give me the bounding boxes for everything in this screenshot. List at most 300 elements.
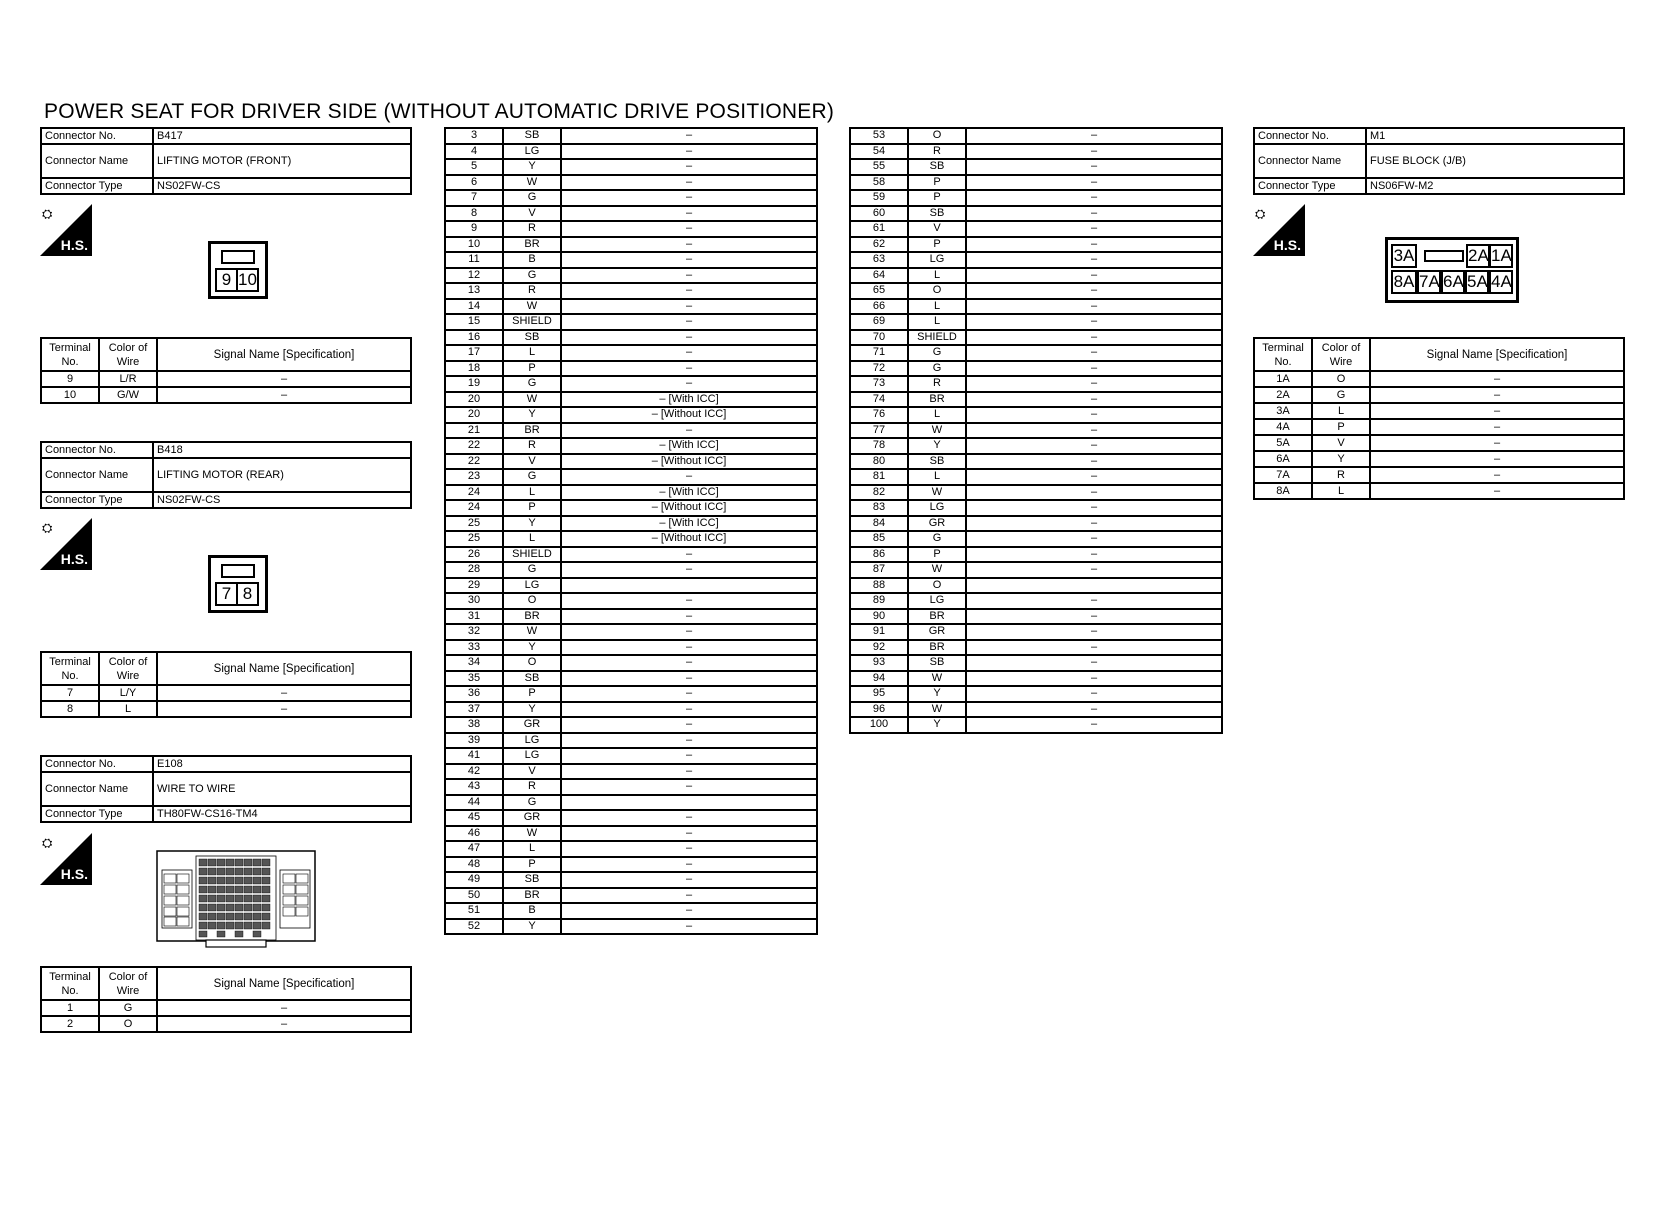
pin-label: 7A — [1417, 270, 1441, 294]
wire-color: L — [908, 469, 966, 485]
signal-name: – — [966, 252, 1222, 268]
terminal-no: 54 — [850, 144, 908, 160]
table-row — [850, 485, 1222, 501]
table-row — [445, 407, 817, 423]
table-row — [445, 562, 817, 578]
signal-name: – — [561, 686, 817, 702]
table-row — [445, 237, 817, 253]
table-row — [850, 128, 1222, 144]
wire-color: B — [503, 903, 561, 919]
terminal-no: 13 — [445, 283, 503, 299]
wire-color: BR — [908, 392, 966, 408]
e108-pin-table-col2 — [849, 127, 1223, 734]
terminal-no: 6A — [1254, 451, 1312, 467]
terminal-no: 59 — [850, 190, 908, 206]
connector-no: M1 — [1366, 128, 1624, 144]
signal-name: – — [157, 371, 411, 387]
signal-name: – — [1370, 419, 1624, 435]
wire-color: O — [908, 578, 966, 594]
terminal-no: 76 — [850, 407, 908, 423]
signal-name: – — [561, 640, 817, 656]
terminal-no: 3 — [445, 128, 503, 144]
signal-name: – — [561, 299, 817, 315]
table-row — [850, 407, 1222, 423]
table-row — [445, 190, 817, 206]
terminal-no: 77 — [850, 423, 908, 439]
terminal-no: 7A — [1254, 467, 1312, 483]
wire-color: L — [503, 485, 561, 501]
header-color-of-wire: Color of Wire — [99, 652, 157, 685]
pin-label: 2A — [1466, 244, 1490, 268]
terminal-no: 69 — [850, 314, 908, 330]
table-row — [445, 872, 817, 888]
connector-type: NS06FW-M2 — [1366, 178, 1624, 194]
table-row — [850, 469, 1222, 485]
signal-name: – — [966, 283, 1222, 299]
terminal-table-b417 — [40, 337, 412, 404]
signal-name: – — [561, 283, 817, 299]
signal-name: – — [561, 872, 817, 888]
signal-name: – — [561, 562, 817, 578]
terminal-no: 73 — [850, 376, 908, 392]
wire-color: SB — [908, 206, 966, 222]
signal-name: – — [561, 469, 817, 485]
table-row — [41, 371, 411, 387]
hs-badge — [40, 518, 92, 570]
pin-table — [849, 127, 1223, 734]
terminal-no: 20 — [445, 392, 503, 408]
signal-name: – — [966, 485, 1222, 501]
signal-name — [966, 578, 1222, 594]
terminal-no: 66 — [850, 299, 908, 315]
table-row — [445, 593, 817, 609]
page-title: POWER SEAT FOR DRIVER SIDE (WITHOUT AUTOMATIC DRIVE POSITIONER) — [44, 100, 835, 123]
terminal-no: 7 — [445, 190, 503, 206]
terminal-no: 22 — [445, 454, 503, 470]
label-connector-no: Connector No. — [1254, 128, 1366, 144]
terminal-no: 22 — [445, 438, 503, 454]
wire-color: V — [908, 221, 966, 237]
wire-color: G — [908, 531, 966, 547]
table-row — [445, 857, 817, 873]
table-row — [1254, 387, 1624, 403]
hs-badge — [40, 833, 92, 885]
hs-label: H.S. — [60, 866, 88, 882]
terminal-no: 21 — [445, 423, 503, 439]
e108-pin-table-col1 — [444, 127, 818, 935]
wire-color: W — [503, 299, 561, 315]
terminal-no: 70 — [850, 330, 908, 346]
wire-color: W — [503, 624, 561, 640]
connector-b417 — [40, 127, 412, 195]
table-row — [445, 438, 817, 454]
wire-color: V — [503, 206, 561, 222]
signal-name: – [With ICC] — [561, 485, 817, 501]
table-row — [850, 330, 1222, 346]
signal-name: – — [561, 128, 817, 144]
terminal-no: 25 — [445, 516, 503, 532]
terminal-no: 19 — [445, 376, 503, 392]
terminal-no: 17 — [445, 345, 503, 361]
wire-color: SB — [503, 671, 561, 687]
wire-color: P — [503, 686, 561, 702]
terminal-no: 65 — [850, 283, 908, 299]
signal-name: – — [966, 717, 1222, 733]
header-signal-name: Signal Name [Specification] — [157, 652, 411, 685]
terminal-no: 1 — [41, 1000, 99, 1016]
table-row — [850, 376, 1222, 392]
table-row — [445, 810, 817, 826]
signal-name: – — [966, 128, 1222, 144]
table-row — [445, 423, 817, 439]
terminal-no: 10 — [41, 387, 99, 403]
signal-name: – — [561, 609, 817, 625]
signal-name: – — [157, 1000, 411, 1016]
signal-name: – — [561, 826, 817, 842]
hs-label: H.S. — [60, 551, 88, 567]
signal-name: – — [561, 206, 817, 222]
header-terminal-no: Terminal No. — [41, 652, 99, 685]
terminal-no: 48 — [445, 857, 503, 873]
pin-label: 4A — [1489, 270, 1513, 294]
terminal-no: 36 — [445, 686, 503, 702]
signal-name: – — [966, 655, 1222, 671]
signal-name: – — [157, 701, 411, 717]
wire-color: W — [503, 826, 561, 842]
signal-name: – — [157, 1016, 411, 1032]
table-row — [445, 330, 817, 346]
table-row — [445, 128, 817, 144]
table-row — [445, 268, 817, 284]
table-row — [1254, 467, 1624, 483]
terminal-no: 61 — [850, 221, 908, 237]
signal-name: – — [966, 454, 1222, 470]
connector-name: LIFTING MOTOR (FRONT) — [153, 144, 411, 178]
signal-name: – — [561, 810, 817, 826]
wire-color: O — [99, 1016, 157, 1032]
table-row — [445, 144, 817, 160]
terminal-no: 64 — [850, 268, 908, 284]
latch-icon — [1424, 250, 1464, 262]
signal-name: – [Without ICC] — [561, 500, 817, 516]
wire-color: W — [908, 562, 966, 578]
signal-name: – — [561, 624, 817, 640]
terminal-no: 100 — [850, 717, 908, 733]
signal-name: – — [966, 593, 1222, 609]
table-row — [445, 624, 817, 640]
wire-color: P — [908, 190, 966, 206]
signal-name: – — [561, 237, 817, 253]
terminal-no: 7 — [41, 685, 99, 701]
wire-color: L — [908, 407, 966, 423]
hs-label: H.S. — [1273, 237, 1301, 253]
connector-e108 — [40, 755, 412, 823]
wire-color: Y — [1312, 451, 1370, 467]
signal-name: – — [561, 345, 817, 361]
wire-color: O — [1312, 371, 1370, 387]
wire-color: G — [503, 376, 561, 392]
signal-name: – — [966, 361, 1222, 377]
table-row — [41, 1000, 411, 1016]
header-terminal-no: Terminal No. — [41, 967, 99, 1000]
signal-name: – — [561, 221, 817, 237]
terminal-no: 26 — [445, 547, 503, 563]
wire-color: L — [1312, 483, 1370, 499]
latch-icon — [221, 250, 255, 264]
wire-color: LG — [908, 500, 966, 516]
table-row — [445, 175, 817, 191]
signal-name: – — [966, 237, 1222, 253]
signal-name: – — [561, 748, 817, 764]
header-terminal-no: Terminal No. — [41, 338, 99, 371]
wire-color: P — [503, 500, 561, 516]
terminal-no: 47 — [445, 841, 503, 857]
terminal-no: 92 — [850, 640, 908, 656]
harness-side-icon: ⛭ — [42, 520, 53, 535]
terminal-no: 71 — [850, 345, 908, 361]
signal-name: – — [561, 733, 817, 749]
signal-name: – — [966, 640, 1222, 656]
wire-color: O — [908, 283, 966, 299]
table-row — [445, 345, 817, 361]
signal-name: – — [561, 888, 817, 904]
wire-color: R — [503, 221, 561, 237]
wire-color: LG — [908, 593, 966, 609]
table-row — [850, 717, 1222, 733]
pin-label: 5A — [1465, 270, 1489, 294]
wire-color: LG — [908, 252, 966, 268]
table-row — [850, 547, 1222, 563]
terminal-no: 62 — [850, 237, 908, 253]
signal-name: – — [561, 423, 817, 439]
wire-color: BR — [503, 423, 561, 439]
wire-color: Y — [503, 407, 561, 423]
signal-name: – [With ICC] — [561, 392, 817, 408]
wire-color: W — [503, 392, 561, 408]
terminal-no: 46 — [445, 826, 503, 842]
table-row — [41, 685, 411, 701]
signal-name: – — [966, 159, 1222, 175]
wire-color: Y — [908, 438, 966, 454]
wire-color: G — [503, 469, 561, 485]
terminal-no: 10 — [445, 237, 503, 253]
connector-face-e108 — [156, 850, 316, 948]
wire-color: SB — [908, 159, 966, 175]
wire-color: LG — [503, 748, 561, 764]
wire-color: B — [503, 252, 561, 268]
table-row — [445, 516, 817, 532]
signal-name: – — [561, 655, 817, 671]
header-terminal-no: Terminal No. — [1254, 338, 1312, 371]
table-row — [445, 748, 817, 764]
header-signal-name: Signal Name [Specification] — [157, 967, 411, 1000]
pin-label: 8A — [1391, 270, 1417, 294]
terminal-no: 32 — [445, 624, 503, 640]
terminal-no: 28 — [445, 562, 503, 578]
wire-color: L — [503, 531, 561, 547]
table-row — [1254, 451, 1624, 467]
connector-name: LIFTING MOTOR (REAR) — [153, 458, 411, 492]
table-row — [850, 562, 1222, 578]
hs-label: H.S. — [60, 237, 88, 253]
terminal-no: 95 — [850, 686, 908, 702]
label-connector-no: Connector No. — [41, 128, 153, 144]
table-row — [445, 702, 817, 718]
signal-name: – — [561, 314, 817, 330]
wire-color: L — [908, 314, 966, 330]
terminal-no: 81 — [850, 469, 908, 485]
table-row — [445, 717, 817, 733]
table-row — [850, 624, 1222, 640]
terminal-no: 2 — [41, 1016, 99, 1032]
label-connector-name: Connector Name — [1254, 144, 1366, 178]
wire-color: BR — [503, 888, 561, 904]
wire-color: L — [908, 299, 966, 315]
wire-color: V — [503, 764, 561, 780]
signal-name: – [Without ICC] — [561, 407, 817, 423]
signal-name: – — [561, 175, 817, 191]
terminal-no: 31 — [445, 609, 503, 625]
table-row — [445, 392, 817, 408]
signal-name: – — [966, 190, 1222, 206]
connector-name: WIRE TO WIRE — [153, 772, 411, 806]
signal-name: – — [966, 469, 1222, 485]
wire-color: GR — [503, 717, 561, 733]
terminal-no: 5A — [1254, 435, 1312, 451]
terminal-no: 94 — [850, 671, 908, 687]
signal-name: – — [966, 144, 1222, 160]
signal-name: – — [966, 299, 1222, 315]
table-row — [445, 826, 817, 842]
label-connector-no: Connector No. — [41, 756, 153, 772]
table-row — [445, 779, 817, 795]
terminal-no: 51 — [445, 903, 503, 919]
wire-color: R — [908, 144, 966, 160]
connector-face-b418 — [208, 555, 268, 613]
table-row — [445, 671, 817, 687]
terminal-no: 34 — [445, 655, 503, 671]
connector-header — [1253, 127, 1625, 195]
signal-name: – — [966, 206, 1222, 222]
signal-name: – — [561, 841, 817, 857]
wire-color: SHIELD — [503, 314, 561, 330]
wire-color: BR — [908, 609, 966, 625]
wire-color: R — [1312, 467, 1370, 483]
table-row — [445, 888, 817, 904]
table-row — [850, 144, 1222, 160]
wire-color: Y — [908, 717, 966, 733]
table-row — [1254, 371, 1624, 387]
signal-name — [561, 795, 817, 811]
signal-name: – — [561, 857, 817, 873]
terminal-table-e108 — [40, 966, 412, 1033]
signal-name: – [With ICC] — [561, 438, 817, 454]
wire-color: V — [1312, 435, 1370, 451]
wire-color: SB — [503, 872, 561, 888]
table-row — [445, 795, 817, 811]
wire-color: W — [908, 423, 966, 439]
connector-no: B417 — [153, 128, 411, 144]
wire-color: W — [908, 702, 966, 718]
wire-color: L — [503, 841, 561, 857]
terminal-no: 52 — [445, 919, 503, 935]
signal-name: – — [966, 423, 1222, 439]
table-row — [445, 314, 817, 330]
wire-color: BR — [908, 640, 966, 656]
wire-color: SB — [503, 330, 561, 346]
connector-face-m1 — [1385, 237, 1519, 303]
pin-label: 8 — [236, 582, 259, 606]
signal-name: – — [966, 392, 1222, 408]
terminal-no: 12 — [445, 268, 503, 284]
wire-color: G — [908, 361, 966, 377]
wire-color: Y — [503, 702, 561, 718]
header-color-of-wire: Color of Wire — [99, 338, 157, 371]
terminal-no: 37 — [445, 702, 503, 718]
wire-color: P — [1312, 419, 1370, 435]
table-row — [445, 640, 817, 656]
connector-name: FUSE BLOCK (J/B) — [1366, 144, 1624, 178]
table-row — [850, 206, 1222, 222]
connector-header — [40, 441, 412, 509]
terminal-no: 5 — [445, 159, 503, 175]
terminal-no: 45 — [445, 810, 503, 826]
terminal-no: 38 — [445, 717, 503, 733]
signal-name: – — [561, 376, 817, 392]
table-row — [445, 454, 817, 470]
signal-name: – — [561, 671, 817, 687]
wire-color: P — [908, 237, 966, 253]
terminal-no: 35 — [445, 671, 503, 687]
wire-color: SB — [503, 128, 561, 144]
signal-name: – [With ICC] — [561, 516, 817, 532]
table-row — [850, 268, 1222, 284]
signal-name: – — [561, 330, 817, 346]
terminal-table-b418 — [40, 651, 412, 718]
wire-color: GR — [908, 516, 966, 532]
terminal-no: 9 — [41, 371, 99, 387]
terminal-no: 85 — [850, 531, 908, 547]
table-row — [850, 252, 1222, 268]
table-row — [445, 252, 817, 268]
terminal-no: 16 — [445, 330, 503, 346]
wire-color: L/R — [99, 371, 157, 387]
wire-color: BR — [503, 237, 561, 253]
table-row — [850, 500, 1222, 516]
table-row — [850, 423, 1222, 439]
table-row — [445, 283, 817, 299]
wire-color: G — [503, 268, 561, 284]
table-row — [850, 655, 1222, 671]
label-connector-type: Connector Type — [41, 492, 153, 508]
wire-color: Y — [503, 159, 561, 175]
signal-name: – — [966, 516, 1222, 532]
signal-name: – — [561, 361, 817, 377]
table-row — [445, 733, 817, 749]
wire-color: GR — [503, 810, 561, 826]
terminal-no: 8A — [1254, 483, 1312, 499]
table-row — [1254, 403, 1624, 419]
signal-name: – — [1370, 483, 1624, 499]
signal-name: – — [966, 376, 1222, 392]
terminal-no: 90 — [850, 609, 908, 625]
table-row — [850, 237, 1222, 253]
wire-color: R — [908, 376, 966, 392]
connector-type: NS02FW-CS — [153, 492, 411, 508]
table-row — [445, 531, 817, 547]
wire-color: P — [908, 547, 966, 563]
table-row — [850, 283, 1222, 299]
